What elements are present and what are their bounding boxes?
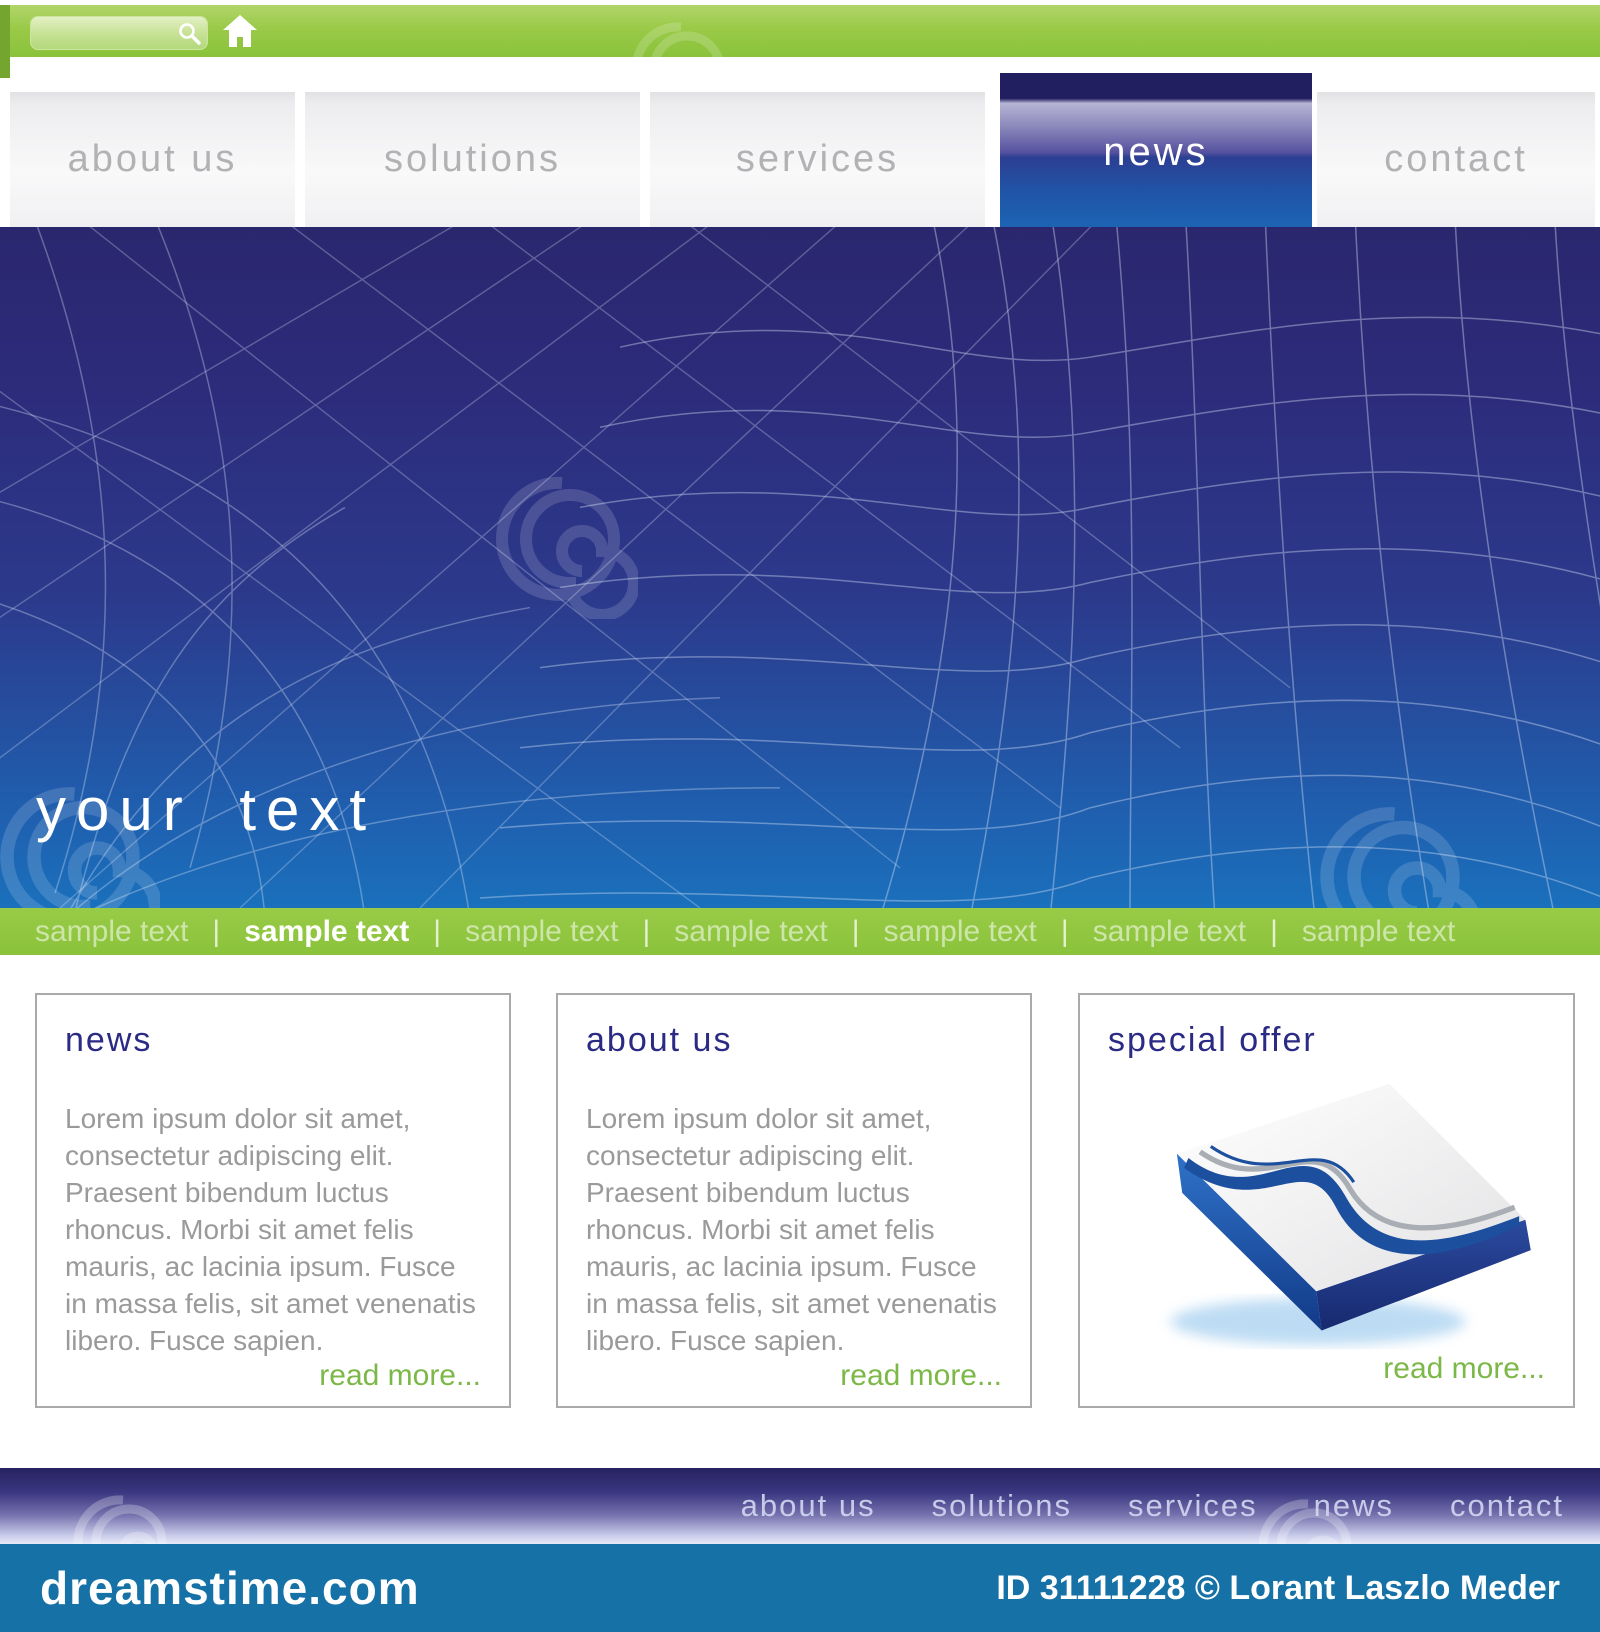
hero-banner [0,227,1600,908]
separator: | [433,914,442,948]
tab-news-active[interactable]: news [1000,73,1312,232]
special-offer-read-more-link[interactable]: read more... [1383,1352,1545,1385]
footer-link-services[interactable]: services [1127,1488,1258,1523]
footer-link-news[interactable]: news [1313,1488,1395,1523]
hero-title: your text [36,776,377,843]
sample-text-link[interactable]: sample text [1092,914,1247,948]
watermark-spiral-icon [60,1482,180,1544]
tab-services[interactable]: services [650,92,985,227]
special-offer-card-title: special offer [1108,1021,1317,1059]
separator: | [851,914,860,948]
sample-text-link[interactable]: sample text [674,914,828,948]
news-read-more-link[interactable]: read more... [319,1359,481,1392]
tab-about-us[interactable]: about us [10,92,295,227]
content-area [0,955,1600,1468]
separator: | [1270,914,1278,948]
sample-text-link[interactable]: sample text [465,914,619,948]
about-us-card [556,993,1032,1408]
news-card-title: news [65,1021,153,1059]
green-accent-tab [0,5,10,78]
separator: | [212,914,221,948]
special-offer-3d-image [1112,1066,1542,1352]
separator: | [642,914,651,948]
tab-contact[interactable]: contact [1317,92,1595,227]
separator: | [1060,914,1069,948]
search-icon[interactable] [177,21,203,47]
watermark-credit-label: ID 31111228 © Lorant Laszlo Meder [996,1568,1560,1607]
sample-text-link[interactable]: sample text [1301,914,1456,948]
sample-text-link-active[interactable]: sample text [244,914,410,948]
about-us-card-title: about us [586,1021,733,1059]
main-nav [0,92,1600,227]
top-green-bar [0,5,1600,57]
news-card-body: Lorem ipsum dolor sit amet, consectetur adipiscing elit. Praesent bibendum luctus rhoncus. Morbi sit amet felis mauris, ac lacinia ipsum. Fusce in massa felis, sit amet venenatis libero. Fusce sapien. [65,1103,476,1356]
about-us-card-body: Lorem ipsum dolor sit amet, consectetur adipiscing elit. Praesent bibendum luctus rhoncus. Morbi sit amet felis mauris, ac lacinia ipsum. Fusce in massa felis, sit amet venenatis libero. Fusce sapien. [586,1103,997,1356]
special-offer-card [1078,993,1575,1408]
home-icon[interactable] [222,14,258,48]
news-card [35,993,511,1408]
tab-solutions[interactable]: solutions [305,92,640,227]
sample-text-bar [0,908,1600,955]
search-box[interactable] [30,16,208,50]
watermark-bar [0,1544,1600,1632]
watermark-site-label: dreamstime.com [40,1562,420,1614]
footer-link-contact[interactable]: contact [1450,1488,1564,1523]
footer-bar [0,1468,1600,1544]
footer-link-solutions[interactable]: solutions [931,1488,1072,1523]
sample-text-link[interactable]: sample text [883,914,1037,948]
sample-text-link[interactable]: sample text [35,914,189,948]
about-us-read-more-link[interactable]: read more... [840,1359,1002,1392]
footer-link-about-us[interactable]: about us [740,1488,876,1523]
